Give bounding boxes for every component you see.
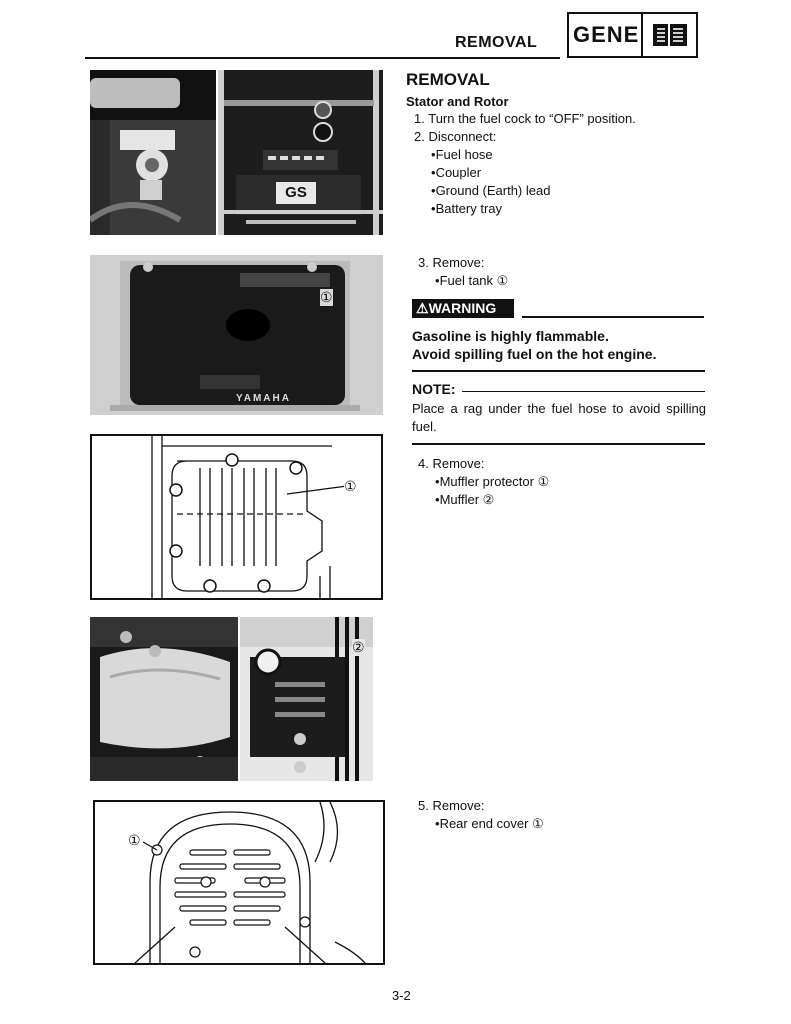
step-number: 2. [414,129,425,144]
figure-fuel-tank-photo [90,255,383,415]
step-2-item: • Battery tray [431,200,502,218]
figure-muffler-photo-right [240,617,373,781]
figure-callout: ① [320,289,333,305]
step-text: Disconnect: [428,129,497,144]
step-4-item: • Muffler ② [435,491,494,509]
figure-fuel-cock-photo [90,70,216,235]
section-badge [567,12,698,58]
warning-line-2: Avoid spilling fuel on the hot engine. [412,346,657,362]
warning-icon: ⚠ [416,300,429,316]
step-5 [418,797,485,815]
step-1 [414,110,636,128]
figure-callout: ① [344,478,357,494]
step-number: 5. [418,798,429,813]
note-label: NOTE: [412,381,456,397]
step-number: 1. [414,111,425,126]
warning-line-1: Gasoline is highly flammable. [412,328,609,344]
step-number: 4. [418,456,429,471]
info-book-icon [651,22,689,48]
figure-callout: ① [128,832,141,848]
step-4 [418,455,485,473]
figure-battery-photo [218,70,383,235]
page-header-title: REMOVAL [455,34,538,51]
figure-muffler-protector-drawing [90,434,383,600]
section-subtitle: Stator and Rotor [406,94,509,109]
figure-callout: ② [352,639,365,655]
step-text: Remove: [432,798,485,813]
warning-label: WARNING [428,300,497,316]
note-bottom-rule [412,443,705,445]
step-2-item: • Fuel hose [431,146,493,164]
header-rule [85,57,560,59]
warning-badge [412,299,514,318]
step-2 [414,128,496,146]
note-rule [462,391,705,392]
step-text: Remove: [432,255,485,270]
page-number: 3-2 [392,988,411,1003]
figure-muffler-photo-left [90,617,238,781]
step-text: Turn the fuel cock to “OFF” position. [428,111,636,126]
step-number: 3. [418,255,429,270]
step-text: Remove: [432,456,485,471]
badge-divider [641,14,643,56]
figure-rear-end-cover-drawing [93,800,385,965]
step-3 [418,254,485,272]
step-2-item: • Ground (Earth) lead [431,182,550,200]
step-4-item: • Muffler protector ① [435,473,549,491]
section-badge-label: GENE [573,22,640,47]
step-5-item: • Rear end cover ① [435,815,544,833]
step-2-item: • Coupler [431,164,481,182]
section-title: REMOVAL [406,70,490,89]
warning-bottom-rule [412,370,705,372]
note-text: Place a rag under the fuel hose to avoid spilling fuel. [412,401,706,434]
fuel-tank-brand: YAMAHA [236,393,291,404]
warning-rule [522,316,704,318]
battery-plate-label: GS [276,182,316,204]
step-3-item: • Fuel tank ① [435,272,508,290]
